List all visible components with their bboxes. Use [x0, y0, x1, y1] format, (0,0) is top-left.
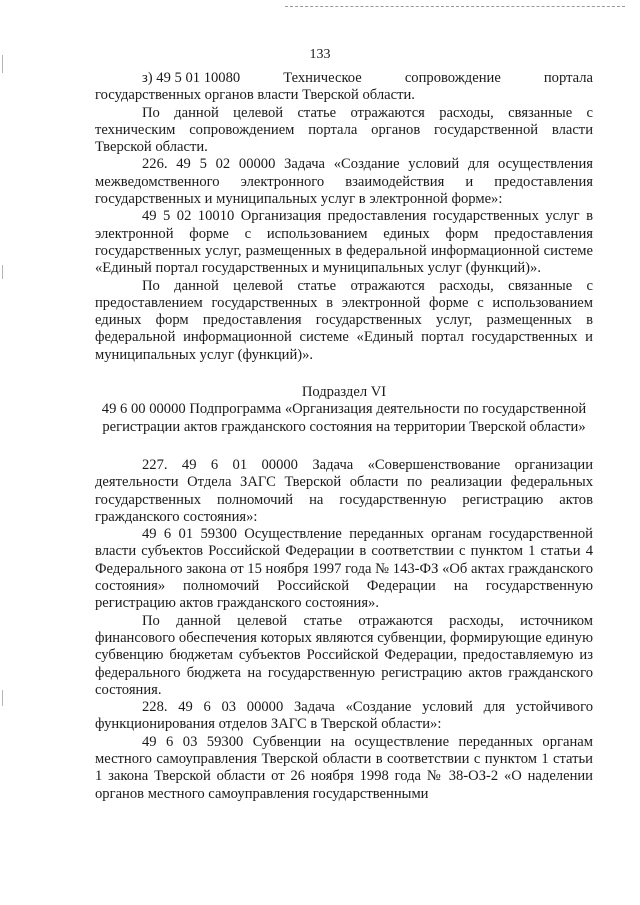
paragraph: [95, 70, 593, 87]
section-heading: Подраздел VI: [301, 384, 387, 401]
paragraph: 227. 49 6 01 00000 Задача «Совершенствование организации деятельности Отдела ЗАГС Тверской области по реализации федеральных государственных полномочий на государственную регистрацию актов гражданского состояния»:: [95, 456, 593, 525]
document-body: [95, 70, 593, 803]
paragraph: государственных органов власти Тверской области.: [95, 87, 415, 104]
scan-edge-mark: [285, 6, 625, 7]
section-heading: 49 6 00 00000 Подпрограмма «Организация деятельности по государственной регистрации актов гражданского состояния на территории Тверской области»: [101, 401, 587, 435]
paragraph-fragment: Техническое: [283, 70, 362, 86]
paragraph: 49 5 02 10010 Организация предоставления государственных услуг в электронной форме с использованием единых форм предоставления государственных услуг, размещенных в федеральной информационной системе «Единый портал государственных и муниципальных услуг (функций)».: [95, 208, 593, 277]
page-number: 133: [309, 47, 331, 62]
left-scan-mark: [2, 265, 3, 279]
paragraph: По данной целевой статье отражаются расходы, источником финансового обеспечения которых являются субвенции, формирующие единую субвенцию бюджетам субъектов Российской Федерации, предоставляемую из федерального бюджета на государственную регистрацию актов гражданского состояния.: [95, 612, 593, 698]
paragraph: По данной целевой статье отражаются расходы, связанные с техническим сопровождением портала органов государственной власти Тверской области.: [95, 104, 593, 156]
left-scan-mark: [2, 690, 3, 706]
paragraph-fragment: з) 49 5 01 10080: [142, 70, 241, 86]
paragraph: По данной целевой статье отражаются расходы, связанные с предоставлением государственных в электронной форме с использованием единых форм предоставления государственных услуг, размещенных в федеральной информационной системе «Единый портал государственных и муниципальных услуг (функций)».: [95, 277, 593, 363]
paragraph: 49 6 03 59300 Субвенции на осуществление переданных органам местного самоуправления Тверской области в соответствии с пунктом 1 статьи 1 закона Тверской области от 26 ноября 1998 года № 38-ОЗ-2 «О наделении органов местного самоуправления государственными: [95, 733, 593, 802]
paragraph: 49 6 01 59300 Осуществление переданных органам государственной власти субъектов Российской Федерации в соответствии с пунктом 1 статьи 4 Федерального закона от 15 ноября 1997 года № 143-ФЗ «Об актах гражданского состояния» полномочий Российской Федерации на государственную регистрацию актов гражданского состояния».: [95, 526, 593, 612]
paragraph-fragment: портала: [543, 70, 593, 86]
paragraph-fragment: сопровождение: [404, 70, 501, 86]
paragraph: 226. 49 5 02 00000 Задача «Создание условий для осуществления межведомственного электронного взаимодействия и предоставления государственных и муниципальных услуг в электронной форме»:: [95, 156, 593, 208]
paragraph: 228. 49 6 03 00000 Задача «Создание условий для устойчивого функционирования отделов ЗАГС в Тверской области»:: [95, 699, 593, 733]
